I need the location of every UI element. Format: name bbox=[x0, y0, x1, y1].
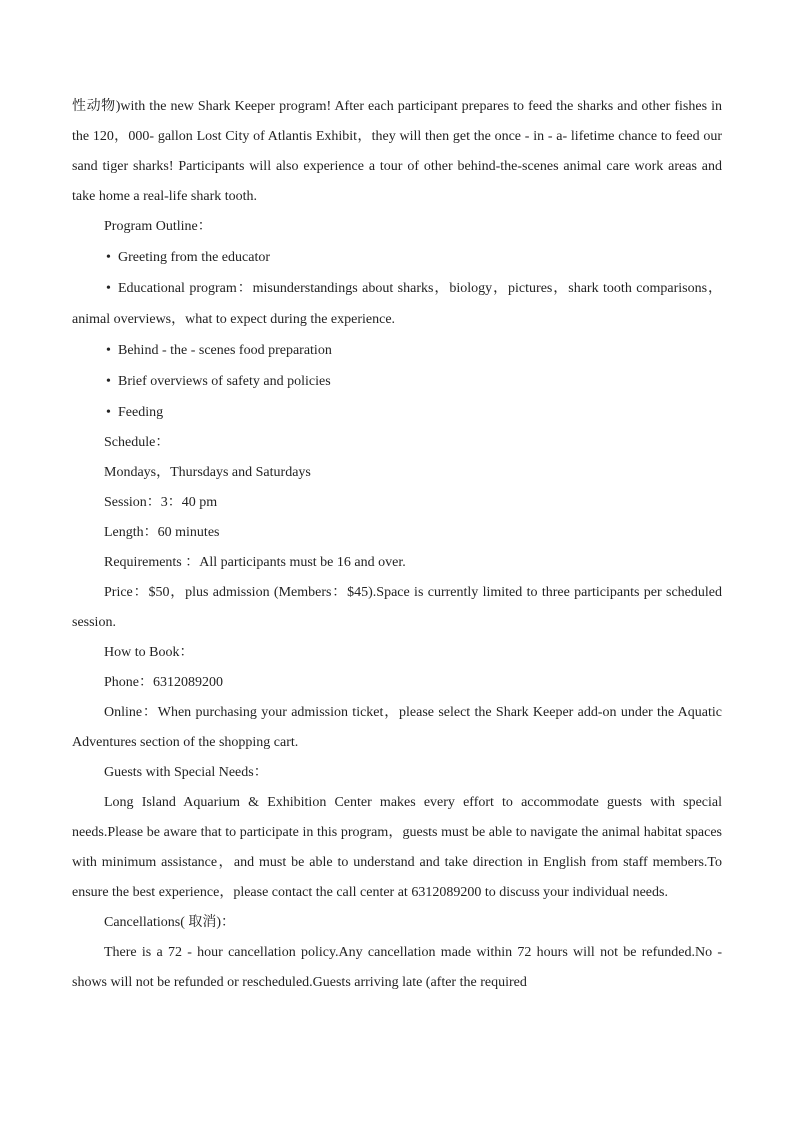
how-to-book-heading: How to Book： bbox=[104, 645, 194, 660]
bullet-icon: • bbox=[106, 250, 111, 265]
outline-item-text: Brief overviews of safety and policies bbox=[118, 374, 331, 389]
program-outline-heading: Program Outline： bbox=[104, 219, 212, 234]
outline-item-safety bbox=[72, 366, 722, 397]
outline-item-text: Educational program：misunderstandings about sharks，biology，pictures，shark tooth comparisons，animal overviews，what to expect during the experience. bbox=[72, 281, 722, 327]
schedule-length: Length：60 minutes bbox=[104, 525, 220, 540]
schedule-session: Session：3：40 pm bbox=[104, 495, 218, 510]
outline-item-feeding bbox=[72, 397, 722, 428]
cancellations-heading: Cancellations( 取消)： bbox=[104, 915, 236, 930]
outline-item-text: Greeting from the educator bbox=[118, 250, 270, 265]
outline-item-greeting bbox=[72, 242, 722, 273]
schedule-price: Price：$50，plus admission (Members：$45).Space is currently limited to three participants per scheduled session. bbox=[72, 585, 722, 630]
cancellations-body: There is a 72 - hour cancellation policy.Any cancellation made within 72 hours will not be refunded.No - shows will not be refunded or rescheduled.Guests arriving late (after the required bbox=[72, 945, 722, 990]
outline-item-food-prep bbox=[72, 335, 722, 366]
outline-item-educational bbox=[72, 273, 722, 335]
bullet-icon: • bbox=[106, 343, 111, 358]
document-page bbox=[72, 92, 722, 998]
schedule-days: Mondays，Thursdays and Saturdays bbox=[104, 465, 311, 480]
intro-paragraph: 性动物)with the new Shark Keeper program! After each participant prepares to feed the sharks and other fishes in the 120，000- gallon Lost City of Atlantis Exhibit，they will then get the once - in - a- lifetime chance to feed our sand tiger sharks! Participants will also experience a tour of other behind-the-scenes animal care work areas and take home a real-life shark tooth. bbox=[72, 99, 722, 204]
schedule-heading: Schedule： bbox=[104, 435, 170, 450]
booking-phone: Phone：6312089200 bbox=[104, 675, 223, 690]
special-needs-heading: Guests with Special Needs： bbox=[104, 765, 268, 780]
outline-item-text: Behind - the - scenes food preparation bbox=[118, 343, 332, 358]
bullet-icon: • bbox=[106, 405, 111, 420]
schedule-requirements: Requirements ：All participants must be 16 and over. bbox=[104, 555, 406, 570]
bullet-icon: • bbox=[106, 281, 111, 296]
special-needs-body: Long Island Aquarium & Exhibition Center makes every effort to accommodate guests with special needs.Please be aware that to participate in this program，guests must be able to navigate the animal habitat spaces with minimum assistance，and must be able to understand and take direction in English from staff members.To ensure the best experience，please contact the call center at 6312089200 to discuss your individual needs. bbox=[72, 795, 722, 900]
booking-online: Online：When purchasing your admission ticket，please select the Shark Keeper add-on under the Aquatic Adventures section of the shopping cart. bbox=[72, 705, 722, 750]
outline-item-text: Feeding bbox=[118, 405, 164, 420]
bullet-icon: • bbox=[106, 374, 111, 389]
